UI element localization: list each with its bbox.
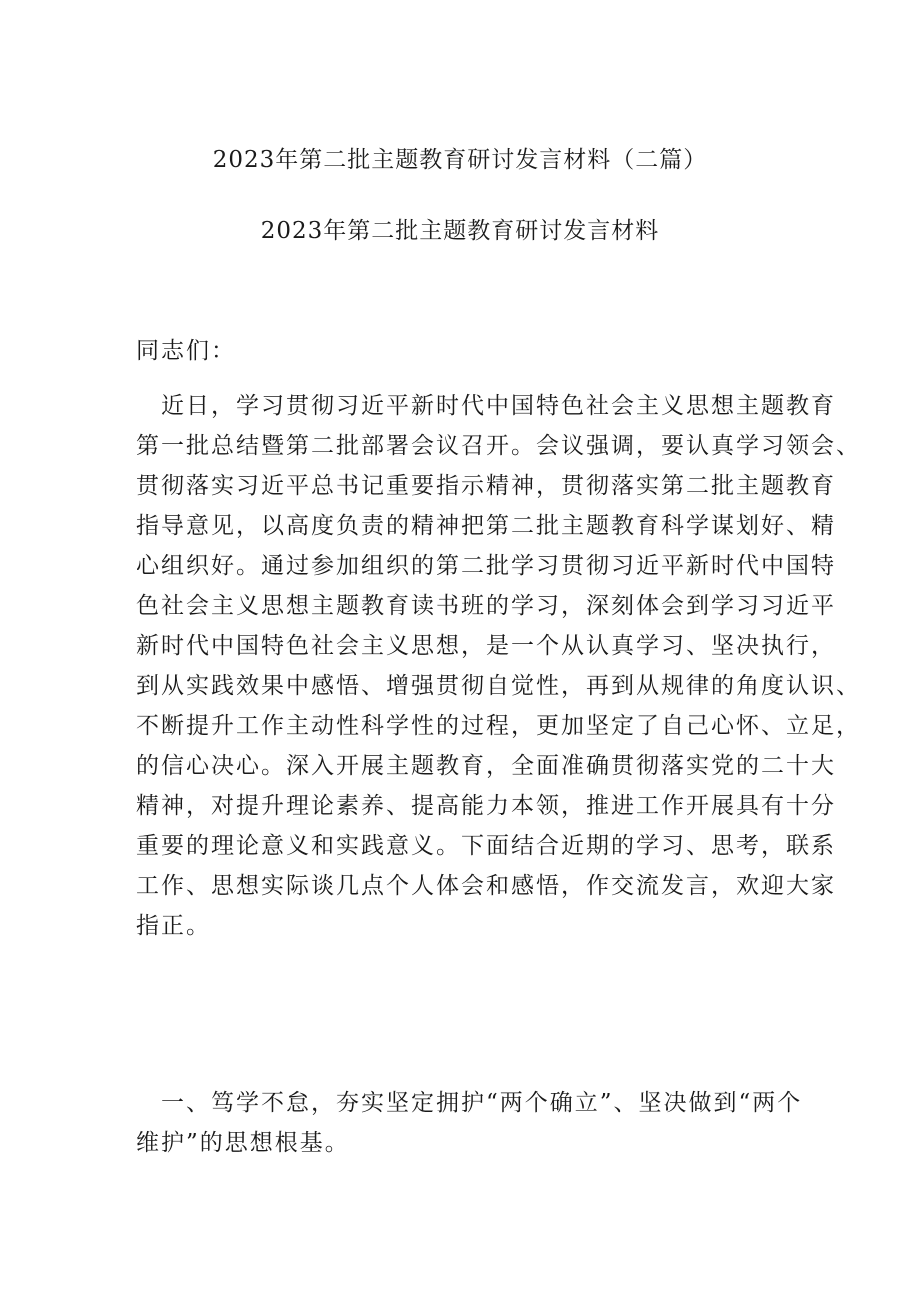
paragraph-line: 指正。 xyxy=(136,913,211,939)
paragraph-line: 贯彻落实习近平总书记重要指示精神，贯彻落实第二批主题教育 xyxy=(136,473,836,499)
paragraph-line: 到从实践效果中感悟、增强贯彻自觉性，再到从规律的角度认识、 xyxy=(136,673,861,699)
section-heading-line: 维护”的思想根基。 xyxy=(136,1130,350,1156)
paragraph-line: 新时代中国特色社会主义思想，是一个从认真学习、坚决执行， xyxy=(136,633,836,659)
paragraph-line: 心组织好。通过参加组织的第二批学习贯彻习近平新时代中国特 xyxy=(136,553,836,579)
section-heading-1 xyxy=(136,1083,803,1163)
salutation xyxy=(136,331,796,371)
section-heading-line: 一、笃学不怠，夯实坚定拥护“两个确立”、坚决做到“两个 xyxy=(136,1090,803,1116)
paragraph-line: 重要的理论意义和实践意义。下面结合近期的学习、思考，联系 xyxy=(136,833,836,859)
paragraph-line: 近日，学习贯彻习近平新时代中国特色社会主义思想主题教育 xyxy=(136,393,836,419)
paragraph-line: 第一批总结暨第二批部署会议召开。会议强调，要认真学习领会、 xyxy=(136,433,861,459)
paragraph-line: 的信心决心。深入开展主题教育，全面准确贯彻落实党的二十大 xyxy=(136,753,836,779)
paragraph-line: 不断提升工作主动性科学性的过程，更加坚定了自己心怀、立足， xyxy=(136,713,861,739)
document-subtitle: 2023年第二批主题教育研讨发言材料 xyxy=(260,218,660,244)
paragraph-line: 精神，对提升理论素养、提高能力本领，推进工作开展具有十分 xyxy=(136,793,836,819)
salutation-text: 同志们： xyxy=(136,338,236,364)
document-title: 2023年第二批主题教育研讨发言材料（二篇） xyxy=(212,147,708,173)
paragraph-line: 色社会主义思想主题教育读书班的学习，深刻体会到学习习近平 xyxy=(136,593,836,619)
paragraph-line: 工作、思想实际谈几点个人体会和感悟，作交流发言，欢迎大家 xyxy=(136,873,836,899)
paragraph-line: 指导意见，以高度负责的精神把第二批主题教育科学谋划好、精 xyxy=(136,513,836,539)
paragraph-intro xyxy=(136,386,861,946)
